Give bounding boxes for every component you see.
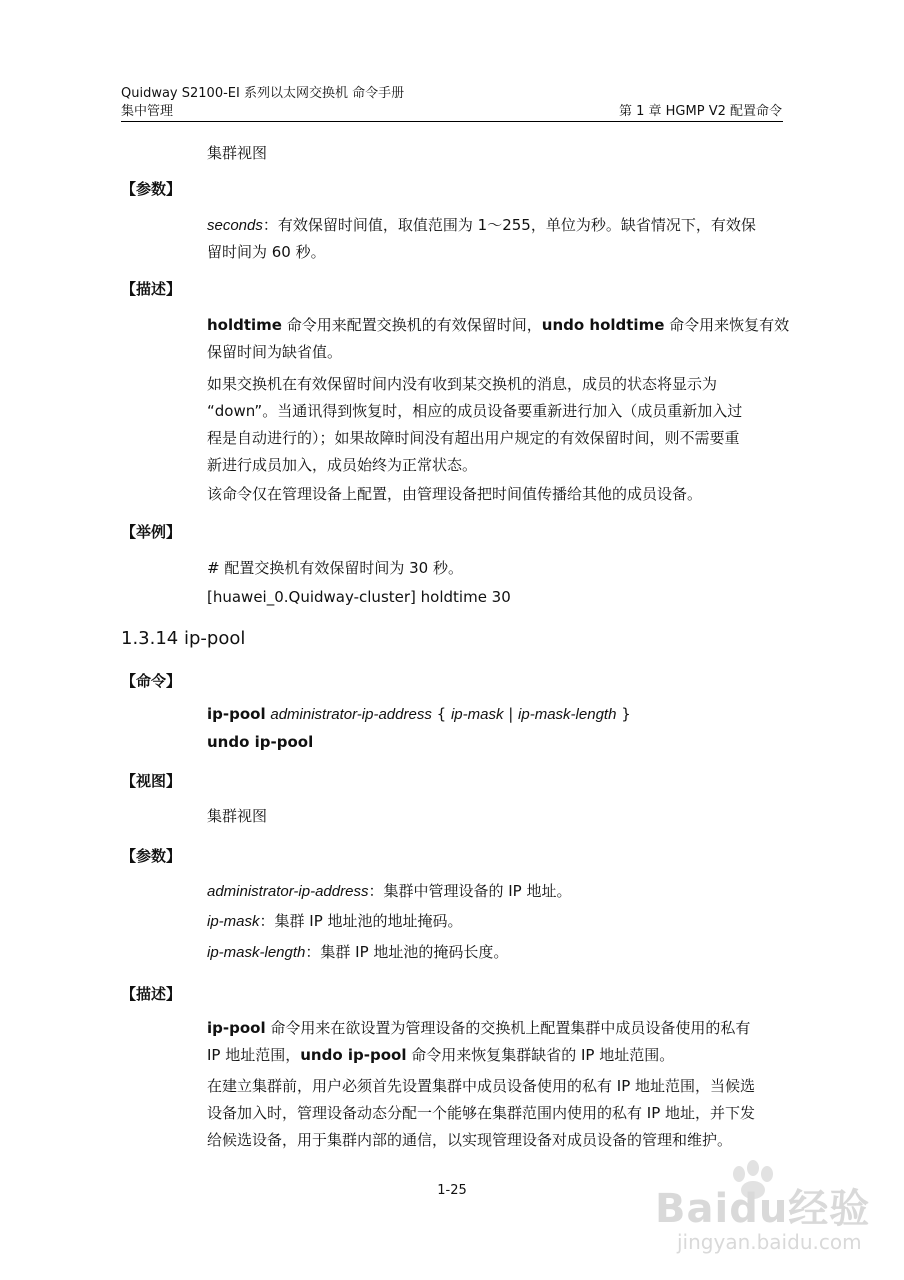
param-name: ip-mask-length <box>207 944 306 961</box>
command-keyword: ip-pool <box>207 1019 266 1037</box>
holdtime-example-command: [huawei_0.Quidway-cluster] holdtime 30 <box>207 588 511 606</box>
ippool-desc1-line-2 <box>207 1044 674 1065</box>
holdtime-desc1-line-1 <box>207 314 789 335</box>
param-text: ：集群 IP 地址池的地址掩码。 <box>259 912 463 930</box>
ippool-cmd-label: 【命令】 <box>121 672 182 690</box>
holdtime-desc2-line-4: 新进行成员加入，成员始终为正常状态。 <box>207 456 478 474</box>
command-keyword: undo holdtime <box>541 316 665 334</box>
holdtime-desc2-line-1: 如果交换机在有效保留时间内没有收到某交换机的消息，成员的状态将显示为 <box>207 375 718 393</box>
param-text: ：集群中管理设备的 IP 地址。 <box>368 882 572 900</box>
ippool-desc-label: 【描述】 <box>121 985 182 1003</box>
ippool-undo-command: undo ip-pool <box>207 733 314 751</box>
desc-text: IP 地址范围， <box>207 1046 301 1064</box>
ippool-desc2-line-3: 给候选设备，用于集群内部的通信，以实现管理设备对成员设备的管理和维护。 <box>207 1131 733 1149</box>
ippool-desc2-line-1: 在建立集群前，用户必须首先设置集群中成员设备使用的私有 IP 地址范围，当候选 <box>207 1077 756 1095</box>
ippool-heading: 1.3.14 ip-pool <box>121 628 246 649</box>
param-text: ：集群 IP 地址池的掩码长度。 <box>305 943 509 961</box>
ippool-desc1-line-1 <box>207 1017 750 1038</box>
ippool-params-label: 【参数】 <box>121 847 182 865</box>
holdtime-desc-label: 【描述】 <box>121 280 182 298</box>
param-text: ：有效保留时间值，取值范围为 1～255，单位为秒。缺省情况下，有效保 <box>262 216 756 234</box>
header-rule <box>121 121 783 122</box>
param-name: ip-mask <box>207 913 260 930</box>
ippool-param-item <box>207 910 463 931</box>
desc-text: 命令用来配置交换机的有效保留时间， <box>281 316 542 334</box>
syntax-brace: { <box>431 705 451 723</box>
desc-text: 命令用来恢复集群缺省的 IP 地址范围。 <box>406 1046 675 1064</box>
ippool-command-syntax <box>207 705 631 723</box>
holdtime-desc2-line-2: “down”。当通讯得到恢复时，相应的成员设备要重新进行加入（成员重新加入过 <box>207 402 743 420</box>
desc-text: 命令用来恢复有效 <box>664 316 790 334</box>
holdtime-params-label: 【参数】 <box>121 180 182 198</box>
param-name: seconds <box>207 217 263 234</box>
syntax-brace: } <box>616 705 631 723</box>
header-product-title: Quidway S2100-EI 系列以太网交换机 命令手册 <box>121 86 405 101</box>
holdtime-example-label: 【举例】 <box>121 523 182 541</box>
holdtime-desc3: 该命令仅在管理设备上配置，由管理设备把时间值传播给其他的成员设备。 <box>207 485 703 503</box>
baidu-watermark <box>655 1160 885 1265</box>
ippool-param-item <box>207 941 508 962</box>
header-section: 集中管理 <box>121 104 174 119</box>
command-keyword: holdtime <box>207 316 282 334</box>
command-keyword: undo ip-pool <box>300 1046 407 1064</box>
holdtime-param-line-2: 留时间为 60 秒。 <box>207 243 326 261</box>
holdtime-view-value: 集群视图 <box>207 144 268 162</box>
param-name: administrator-ip-address <box>207 883 369 900</box>
ippool-view-value: 集群视图 <box>207 807 268 825</box>
command-arg: ip-mask-length <box>518 706 617 723</box>
ippool-desc2-line-2: 设备加入时，管理设备动态分配一个能够在集群范围内使用的私有 IP 地址，并下发 <box>207 1104 756 1122</box>
desc-text: 命令用来在欲设置为管理设备的交换机上配置集群中成员设备使用的私有 <box>265 1019 751 1037</box>
watermark-url: jingyan.baidu.com <box>677 1230 862 1254</box>
holdtime-example-comment: # 配置交换机有效保留时间为 30 秒。 <box>207 559 463 577</box>
watermark-logo: Baidu经验 <box>655 1186 871 1232</box>
holdtime-param-line-1 <box>207 214 756 235</box>
holdtime-desc2-line-3: 程是自动进行的）；如果故障时间没有超出用户规定的有效保留时间，则不需要重 <box>207 429 740 447</box>
holdtime-desc1-line-2: 保留时间为缺省值。 <box>207 343 343 361</box>
command-keyword: ip-pool <box>207 705 266 723</box>
ippool-param-item <box>207 880 571 901</box>
ippool-view-label: 【视图】 <box>121 772 182 790</box>
page-number: 1-25 <box>437 1183 467 1198</box>
command-arg: ip-mask <box>450 706 504 723</box>
header-chapter: 第 1 章 HGMP V2 配置命令 <box>618 104 782 119</box>
command-arg: administrator-ip-address <box>270 706 432 723</box>
syntax-separator: | <box>503 705 519 723</box>
